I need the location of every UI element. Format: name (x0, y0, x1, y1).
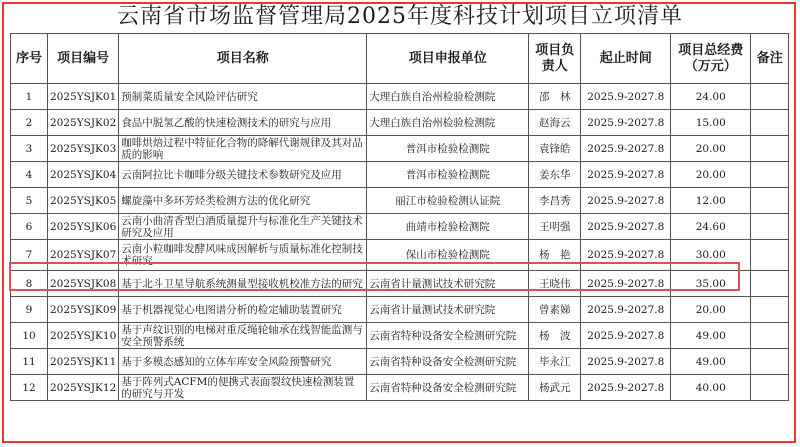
table-row (11, 297, 789, 323)
table-row (11, 214, 789, 240)
row-funding: 20.00 (671, 162, 751, 188)
header-funding: 项目总经费（万元） (671, 34, 751, 84)
header-name: 项目名称 (119, 34, 367, 84)
row-funding: 40.00 (671, 375, 751, 401)
row-leader: 杨 艳 (529, 240, 581, 271)
row-leader: 杨 波 (529, 323, 581, 349)
table-row (11, 84, 789, 110)
row-leader: 王晓伟 (529, 271, 581, 297)
table-row (11, 188, 789, 214)
header-remark: 备注 (751, 34, 789, 84)
row-project-name: 基于声纹识别的电梯对重反绳轮轴承在线智能监测与安全预警系统 (119, 323, 367, 349)
row-unit: 普洱市检验检测院 (367, 162, 529, 188)
row-unit: 大理白族自治州检验检测院 (367, 110, 529, 136)
row-seq: 2 (11, 110, 48, 136)
row-leader: 李昌秀 (529, 188, 581, 214)
row-period: 2025.9-2027.8 (581, 375, 671, 401)
table-row (11, 271, 789, 297)
row-unit: 丽江市检验检测认证院 (367, 188, 529, 214)
row-remark (751, 349, 789, 375)
row-code: 2025YSJK08 (48, 271, 119, 297)
row-code: 2025YSJK12 (48, 375, 119, 401)
header-code: 项目编号 (48, 34, 119, 84)
row-project-name: 云南小曲清香型白酒质量提升与标准化生产关键技术研究及应用 (119, 214, 367, 240)
row-period: 2025.9-2027.8 (581, 110, 671, 136)
header-leader: 项目负责人 (529, 34, 581, 84)
project-table (10, 33, 789, 401)
row-unit: 保山市检验检测院 (367, 240, 529, 271)
row-seq: 1 (11, 84, 48, 110)
row-remark (751, 271, 789, 297)
header-unit: 项目申报单位 (367, 34, 529, 84)
table-row (11, 110, 789, 136)
row-remark (751, 323, 789, 349)
row-funding: 24.60 (671, 214, 751, 240)
row-project-name: 螺旋藻中多环芳烃类检测方法的优化研究 (119, 188, 367, 214)
row-funding: 35.00 (671, 271, 751, 297)
row-remark (751, 375, 789, 401)
row-period: 2025.9-2027.8 (581, 84, 671, 110)
row-code: 2025YSJK07 (48, 240, 119, 271)
row-code: 2025YSJK11 (48, 349, 119, 375)
row-unit: 曲靖市检验检测院 (367, 214, 529, 240)
table-row (11, 136, 789, 162)
row-project-name: 云南小粒咖啡发酵风味成因解析与质量标准化控制技术研究 (119, 240, 367, 271)
row-seq: 3 (11, 136, 48, 162)
row-project-name: 基于阵列式ACFM的便携式表面裂纹快速检测装置的研究与开发 (119, 375, 367, 401)
row-remark (751, 240, 789, 271)
row-unit: 大理白族自治州检验检测院 (367, 84, 529, 110)
row-code: 2025YSJK04 (48, 162, 119, 188)
row-seq: 8 (11, 271, 48, 297)
row-leader: 邵 林 (529, 84, 581, 110)
row-funding: 49.00 (671, 349, 751, 375)
row-code: 2025YSJK10 (48, 323, 119, 349)
row-funding: 15.00 (671, 110, 751, 136)
row-remark (751, 136, 789, 162)
row-leader: 毕永江 (529, 349, 581, 375)
table-header-row (11, 34, 789, 84)
table-row (11, 240, 789, 271)
row-code: 2025YSJK01 (48, 84, 119, 110)
table-row (11, 349, 789, 375)
row-period: 2025.9-2027.8 (581, 188, 671, 214)
header-seq: 序号 (11, 34, 48, 84)
row-project-name: 食品中脱氢乙酸的快速检测技术的研究与应用 (119, 110, 367, 136)
row-unit: 云南省特种设备安全检测研究院 (367, 375, 529, 401)
row-leader: 赵海云 (529, 110, 581, 136)
row-period: 2025.9-2027.8 (581, 214, 671, 240)
table-row (11, 375, 789, 401)
row-funding: 30.00 (671, 240, 751, 271)
row-remark (751, 214, 789, 240)
header-period: 起止时间 (581, 34, 671, 84)
row-leader: 曾素娣 (529, 297, 581, 323)
row-period: 2025.9-2027.8 (581, 323, 671, 349)
row-code: 2025YSJK02 (48, 110, 119, 136)
row-leader: 姜东华 (529, 162, 581, 188)
row-unit: 云南省计量测试技术研究院 (367, 297, 529, 323)
row-remark (751, 84, 789, 110)
row-leader: 王明强 (529, 214, 581, 240)
row-seq: 7 (11, 240, 48, 271)
row-seq: 5 (11, 188, 48, 214)
row-period: 2025.9-2027.8 (581, 240, 671, 271)
row-funding: 20.00 (671, 297, 751, 323)
table-row (11, 323, 789, 349)
row-period: 2025.9-2027.8 (581, 297, 671, 323)
row-leader: 杨武元 (529, 375, 581, 401)
row-project-name: 咖啡烘焙过程中特征化合物的降解代谢规律及其对品质的影响 (119, 136, 367, 162)
row-funding: 24.00 (671, 84, 751, 110)
row-remark (751, 188, 789, 214)
row-project-name: 基于多模态感知的立体车库安全风险预警研究 (119, 349, 367, 375)
row-unit: 云南省特种设备安全检测研究院 (367, 349, 529, 375)
row-seq: 9 (11, 297, 48, 323)
row-unit: 云南省计量测试技术研究院 (367, 271, 529, 297)
row-funding: 49.00 (671, 323, 751, 349)
table-row (11, 162, 789, 188)
row-period: 2025.9-2027.8 (581, 162, 671, 188)
row-seq: 12 (11, 375, 48, 401)
page-title: 云南省市场监督管理局2025年度科技计划项目立项清单 (117, 4, 683, 29)
row-project-name: 云南阿拉比卡咖啡分级关键技术参数研究及应用 (119, 162, 367, 188)
row-seq: 6 (11, 214, 48, 240)
row-remark (751, 297, 789, 323)
row-unit: 普洱市检验检测院 (367, 136, 529, 162)
row-unit: 云南省特种设备安全检测研究院 (367, 323, 529, 349)
row-remark (751, 162, 789, 188)
row-code: 2025YSJK06 (48, 214, 119, 240)
row-code: 2025YSJK09 (48, 297, 119, 323)
row-funding: 20.00 (671, 136, 751, 162)
row-seq: 10 (11, 323, 48, 349)
row-project-name: 基于北斗卫星导航系统测量型接收机校准方法的研究 (119, 271, 367, 297)
row-remark (751, 110, 789, 136)
row-project-name: 预制菜质量安全风险评估研究 (119, 84, 367, 110)
row-period: 2025.9-2027.8 (581, 271, 671, 297)
row-seq: 11 (11, 349, 48, 375)
row-seq: 4 (11, 162, 48, 188)
row-project-name: 基于机器视觉心电图谱分析的检定辅助装置研究 (119, 297, 367, 323)
row-code: 2025YSJK03 (48, 136, 119, 162)
row-period: 2025.9-2027.8 (581, 136, 671, 162)
row-period: 2025.9-2027.8 (581, 349, 671, 375)
row-funding: 12.00 (671, 188, 751, 214)
row-leader: 袁锋皓 (529, 136, 581, 162)
row-code: 2025YSJK05 (48, 188, 119, 214)
